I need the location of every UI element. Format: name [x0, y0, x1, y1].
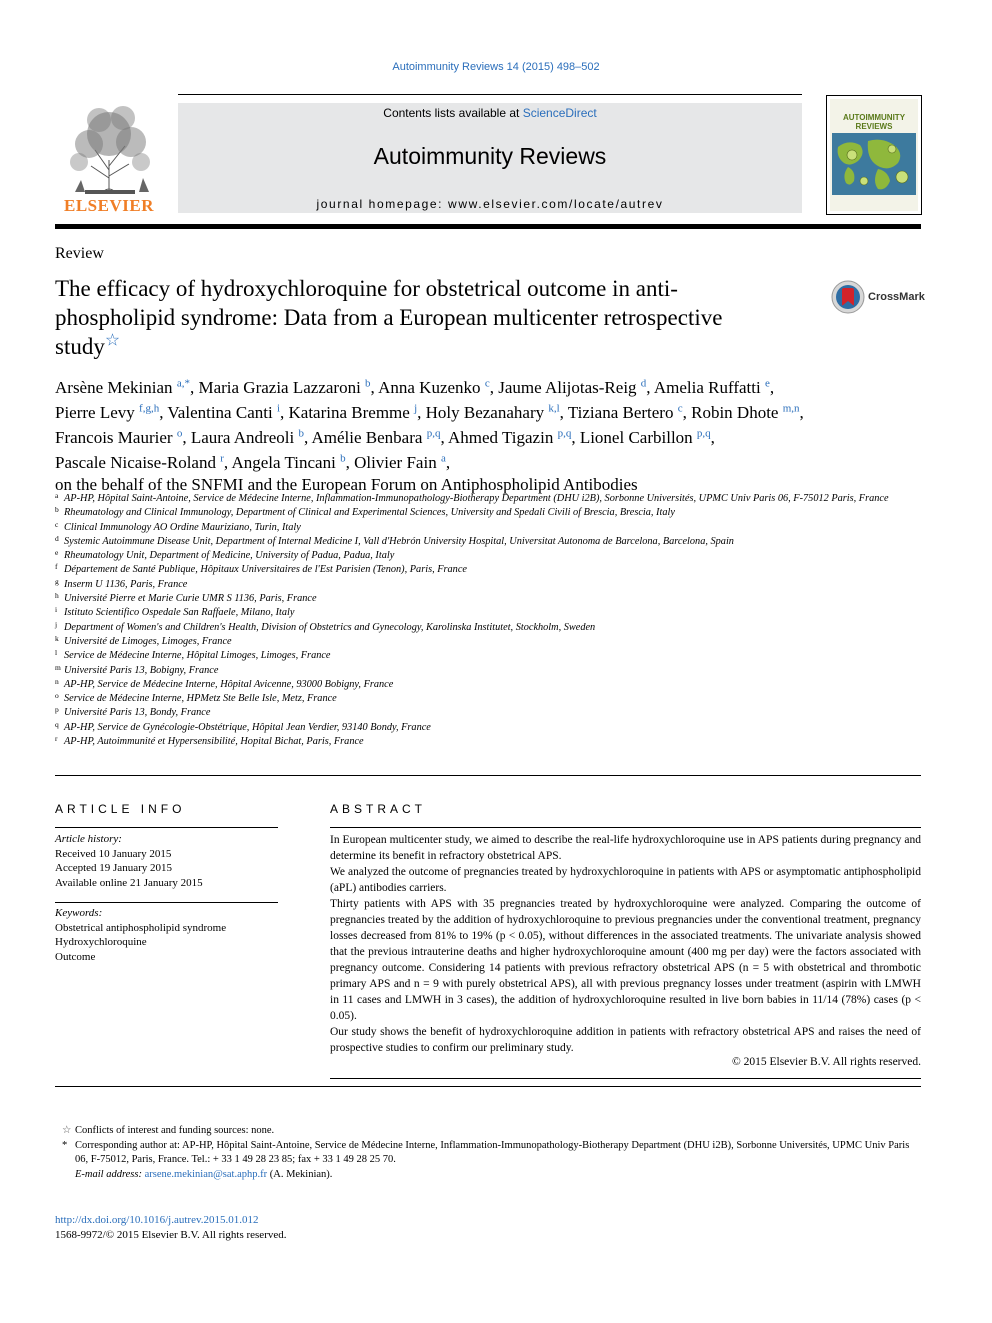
affiliation-item: a AP-HP, Hôpital Saint-Antoine, Service de Médecine Interne, Inflammation-Immunopathology-Biotherapy Department (DHU i2B), Sorbonne Universités, UPMC Univ Paris 06, F-75012 Paris, France [55, 491, 889, 504]
contents-prefix: Contents lists available at [383, 106, 523, 120]
keywords-rule [55, 902, 278, 903]
author-entry[interactable]: Valentina Canti $^i$, [167, 402, 285, 422]
author-entry[interactable]: Tiziana Bertero $^c$, [567, 402, 687, 422]
contents-availability [178, 106, 802, 120]
keywords-block [55, 906, 278, 964]
author-group: on the behalf of the SNFMI and the European Forum on Antiphospholipid Antibodies [55, 474, 638, 494]
author-entry[interactable]: Amélie Benbara $^{p,q}$, [311, 427, 445, 447]
abstract-bottom-rule [330, 1078, 921, 1079]
affiliation-item: h Université Pierre et Marie Curie UMR S 1136, Paris, France [55, 591, 317, 605]
author-entry[interactable]: Arsène Mekinian $^{a,*}$, [55, 377, 195, 397]
article-title-text: The efficacy of hydroxychloroquine for obstetrical outcome in anti-phospholipid syndrome: Data from a European multicenter retrospective study [55, 276, 723, 359]
cover-title-line1: AUTOIMMUNITY [842, 113, 906, 122]
conflicts-footnote: ☆ Conflicts of interest and funding sources: none. [55, 1124, 921, 1139]
journal-homepage[interactable]: journal homepage: www.elsevier.com/locate/autrev [316, 197, 664, 211]
email-label: E-mail address: [75, 1168, 145, 1180]
journal-citation-link[interactable]: Autoimmunity Reviews 14 (2015) 498–502 [392, 61, 600, 73]
email-footnote: E-mail address: arsene.mekinian@sat.aphp.fr (A. Mekinian). [75, 1168, 333, 1180]
author-entry[interactable]: Amelia Ruffatti $^e$, [653, 377, 775, 397]
author-entry[interactable]: Jaume Alijotas-Reig $^d$, [498, 377, 651, 397]
abstract-paragraph: Our study shows the benefit of hydroxychloroquine addition in patients with refractory obstetrical APS and raises the need of prospective studies to confirm our preliminary study. [330, 1026, 921, 1054]
online-date: Available online 21 January 2015 [55, 876, 203, 889]
author-entry[interactable]: Anna Kuzenko $^c$, [378, 377, 494, 397]
abstract-copyright: © 2015 Elsevier B.V. All rights reserved. [732, 1056, 921, 1068]
crossmark-label: CrossMark [868, 291, 925, 303]
affiliation-item: e Rheumatology Unit, Department of Medicine, University of Padua, Padua, Italy [55, 548, 395, 562]
affiliation-list [55, 492, 921, 749]
cover-title [830, 113, 918, 131]
affiliation-item: c Clinical Immunology AO Ordine Mauriziano, Turin, Italy [55, 519, 301, 533]
author-entry[interactable]: Katarina Bremme $^j$, [288, 402, 422, 422]
author-entry[interactable]: Ahmed Tigazin $^{p,q}$, [448, 427, 576, 447]
affiliation-item: f Département de Santé Publique, Hôpitaux Universitaires de l'Est Parisien (Tenon), Paris, France [55, 562, 467, 576]
article-info-heading: ARTICLE INFO [55, 802, 186, 816]
abstract-paragraph: In European multicenter study, we aimed to describe the real-life hydroxychloroquine use in APS patients during pregnancy and determine its benefit in refractory obstetrical APS. [330, 834, 921, 862]
header-top-rule [178, 94, 802, 95]
author-entry[interactable]: Olivier Fain $^a$, [354, 452, 451, 473]
article-type: Review [55, 245, 104, 262]
author-entry[interactable]: Laura Andreoli $^b$, [190, 427, 309, 447]
footnote-divider [55, 1086, 921, 1087]
cover-title-line2: REVIEWS [855, 122, 893, 131]
footnote-star-icon: ☆ [62, 1125, 72, 1136]
author-list [55, 373, 921, 495]
author-entry[interactable]: Maria Grazia Lazzaroni $^b$, [198, 377, 375, 397]
author-entry[interactable]: Angela Tincani $^b$, [231, 452, 350, 473]
history-label: Article history: [55, 833, 122, 845]
journal-cover-thumbnail[interactable] [826, 95, 922, 215]
title-footnote-star-icon[interactable]: ☆ [104, 330, 121, 350]
affiliation-item: b Rheumatology and Clinical Immunology, Department of Clinical and Experimental Sciences, University and Spedali Civili of Brescia, Brescia, Italy [55, 505, 675, 519]
affiliation-item: d Systemic Autoimmune Disease Unit, Department of Internal Medicine I, Vall d'Hebrón University Hospital, Universitat Autonoma de Barcelona, Barcelona, Spain [55, 533, 734, 547]
author-entry[interactable]: Holy Bezanahary $^{k,l}$, [425, 402, 564, 422]
article-info-rule [55, 827, 278, 828]
affiliation-item: o Service de Médecine Interne, HPMetz Ste Belle Isle, Metz, France [55, 691, 337, 705]
crossmark-button[interactable] [831, 280, 923, 316]
affiliation-item: m Université Paris 13, Bobigny, France [55, 662, 219, 676]
abstract-rule [330, 827, 921, 828]
affiliation-item: k Université de Limoges, Limoges, France [55, 633, 232, 647]
affiliation-item: l Service de Médecine Interne, Hôpital Limoges, Limoges, France [55, 648, 331, 662]
abstract-body [330, 832, 921, 1056]
affiliation-item: n AP-HP, Service de Médecine Interne, Hôpital Avicenne, 93000 Bobigny, France [55, 676, 394, 690]
author-entry[interactable]: Pierre Levy $^{f,g,h}$, [55, 402, 164, 422]
keyword-item: Outcome [55, 950, 96, 963]
author-entry[interactable]: Robin Dhote $^{m,n}$, [691, 402, 804, 422]
affiliation-item: g Inserm U 1136, Paris, France [55, 576, 188, 590]
footnote-asterisk-icon: * [62, 1139, 68, 1151]
header-thick-rule [55, 224, 921, 229]
author-entry[interactable]: Lionel Carbillon $^{p,q}$, [579, 427, 715, 447]
abstract-paragraph: We analyzed the outcome of pregnancies treated by hydroxychloroquine in patients with APS or asymptomatic antiphospholipid (aPL) antibodies carriers. [330, 866, 921, 894]
affiliation-item: i Istituto Scientifico Ospedale San Raffaele, Milano, Italy [55, 605, 295, 619]
crossmark-icon [831, 280, 865, 314]
affiliation-item: r AP-HP, Autoimmunité et Hypersensibilité, Hopital Bichat, Paris, France [55, 734, 364, 748]
doi-link[interactable]: http://dx.doi.org/10.1016/j.autrev.2015.01.012 [55, 1214, 259, 1226]
issn-copyright: 1568-9972/© 2015 Elsevier B.V. All rights reserved. [55, 1229, 287, 1241]
affiliation-item: q AP-HP, Service de Gynécologie-Obstétrique, Hôpital Jean Verdier, 93140 Bondy, France [55, 719, 431, 733]
received-date: Received 10 January 2015 [55, 847, 172, 860]
author-entry[interactable]: Francois Maurier $^o$, [55, 427, 187, 447]
article-title [55, 274, 775, 361]
section-divider [55, 775, 921, 776]
journal-title: Autoimmunity Reviews [373, 143, 607, 169]
accepted-date: Accepted 19 January 2015 [55, 862, 172, 874]
abstract-paragraph: Thirty patients with APS with 35 pregnancies treated by hydroxychloroquine were analyzed. Comparing the outcome of pregnancies treated by the addition of hydroxychloroquine to previous pregnancies under the conventional treatment, pregnancy losses decreased from 81% to 19% (p < 0.05), without differences in the associated treatments. The univariate analysis showed that the previous intrauterine deaths and higher hydroxychloroquine amount (400 mg per day) were the factors associated with pregnancy outcome. Considering 14 patients with previous refractory obstetrical APS (n = 5 with obstetrical and thrombotic primary APS and n = 9 with purely obstetrical APS), all with previous pregnancy losses under treatment (aspirin with LMWH in 11 cases and LMWH in 3 cases), the addition of hydroxychloroquine resulted in live born babies in 11/14 (78%) cases (p < 0.05). [330, 898, 921, 1022]
abstract-heading: ABSTRACT [330, 802, 427, 816]
author-entry[interactable]: Pascale Nicaise-Roland $^r$, [55, 452, 229, 473]
keyword-item: Hydroxychloroquine [55, 936, 147, 948]
author-email-link[interactable]: arsene.mekinian@sat.aphp.fr [144, 1168, 268, 1180]
elsevier-wordmark: ELSEVIER [64, 196, 154, 215]
article-history [55, 832, 278, 890]
affiliation-item: j Department of Women's and Children's Health, Division of Obstetrics and Gynecology, Karolinska Institutet, Stockholm, Sweden [55, 619, 596, 633]
cover-world-map-icon [832, 133, 916, 195]
footnotes [55, 1124, 921, 1182]
cover-image [830, 99, 918, 211]
keywords-label: Keywords: [55, 907, 103, 919]
corresponding-author-footnote: * Corresponding author at: AP-HP, Hôpital Saint-Antoine, Service de Médecine Interne, Inflammation-Immunopathology-Biotherapy Department (DHU i2B), Sorbonne Universités, UPMC Univ Paris 06, F-75012, Paris, France. Tel.: + 33 1 49 28 23 85; fax + 33 1 49 28 25 70. [62, 1139, 910, 1165]
affiliation-item: p Université Paris 13, Bondy, France [55, 705, 211, 719]
sciencedirect-link[interactable]: ScienceDirect [522, 106, 597, 120]
keyword-item: Obstetrical antiphospholipid syndrome [55, 921, 227, 934]
